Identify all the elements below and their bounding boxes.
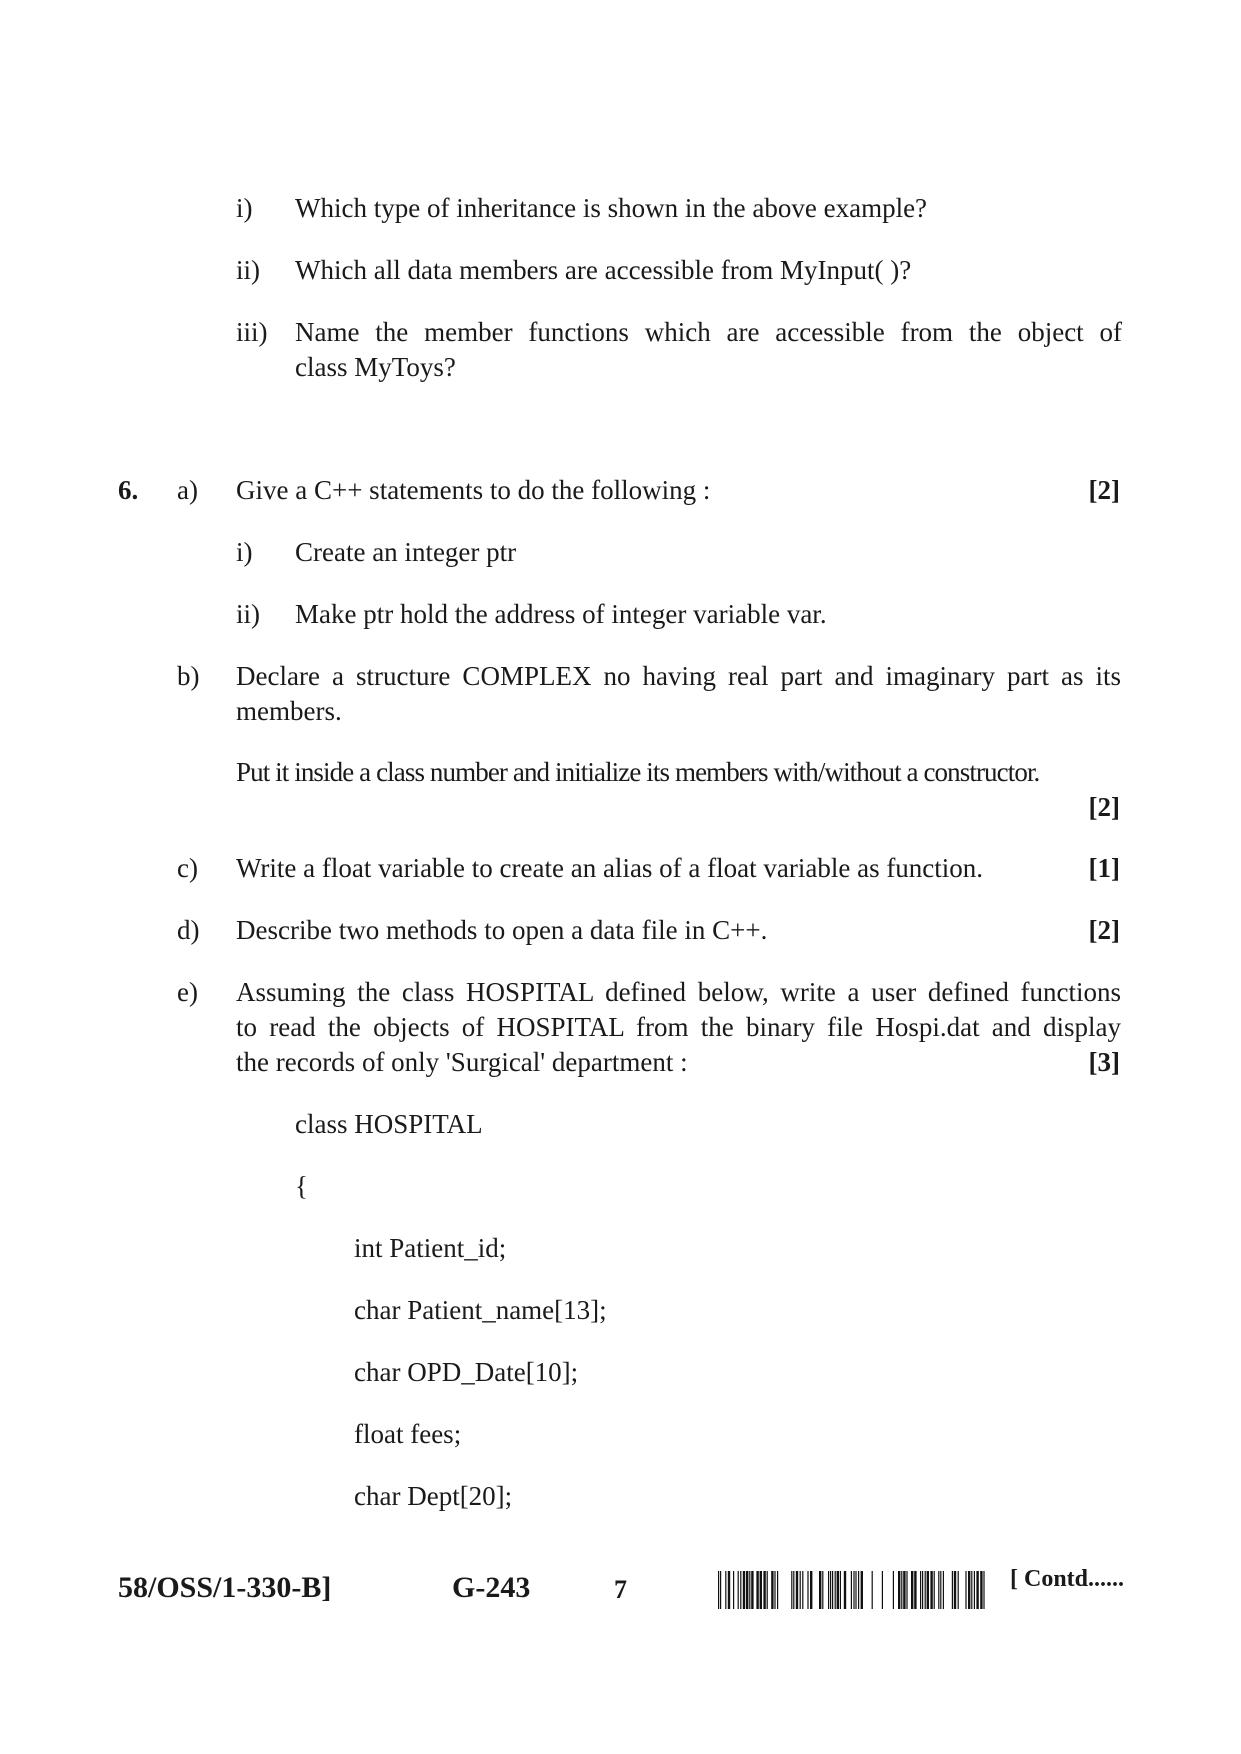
q6b-label: b) [177, 661, 200, 691]
code-class-decl: class HOSPITAL [295, 1109, 483, 1139]
code-member-3: char OPD_Date[10]; [354, 1357, 579, 1387]
footer-paper-code: 58/OSS/1-330-B] [118, 1571, 332, 1604]
q6d-label: d) [177, 915, 200, 945]
code-member-4: float fees; [354, 1419, 462, 1449]
q6e-line2: to read the objects of HOSPITAL from the binary file Hospi.dat and display [236, 1012, 1121, 1042]
prev-item-iii-line1: Name the member functions which are accessible from the object of [295, 317, 1122, 347]
q6c-text: Write a float variable to create an alias of a float variable as function. [236, 853, 984, 883]
q6c-marks: [1] [1088, 853, 1120, 883]
q6b-line1: Declare a structure COMPLEX no having real part and imaginary part as its [236, 661, 1121, 691]
prev-item-iii-label: iii) [236, 317, 268, 347]
q6e-marks: [3] [1088, 1047, 1120, 1077]
q6e-line1: Assuming the class HOSPITAL defined below, write a user defined functions [236, 977, 1121, 1007]
code-open-brace: { [295, 1171, 308, 1201]
q6b-marks: [2] [1088, 792, 1120, 822]
footer-series: G-243 [452, 1571, 531, 1604]
barcode-icon [718, 1571, 988, 1609]
prev-item-ii-text: Which all data members are accessible from MyInput( )? [295, 255, 912, 285]
q6a-sub-i-text: Create an integer ptr [295, 537, 517, 567]
q6a-marks: [2] [1088, 475, 1120, 505]
prev-item-ii-label: ii) [236, 255, 260, 285]
question-6-number: 6. [118, 475, 139, 505]
q6d-marks: [2] [1088, 915, 1120, 945]
prev-item-iii-line2: class MyToys? [295, 352, 456, 382]
q6e-line3: the records of only 'Surgical' department : [236, 1047, 688, 1077]
footer-contd: [ Contd...... [1010, 1566, 1125, 1592]
prev-item-i-label: i) [236, 193, 253, 223]
footer-page-number: 7 [614, 1575, 627, 1604]
q6a-sub-i-label: i) [236, 537, 253, 567]
q6a-sub-ii-label: ii) [236, 599, 260, 629]
q6b-line2: members. [236, 696, 342, 726]
q6a-text: Give a C++ statements to do the following : [236, 475, 711, 505]
code-member-5: char Dept[20]; [354, 1481, 513, 1511]
prev-item-i-text: Which type of inheritance is shown in the above example? [295, 193, 928, 223]
code-member-1: int Patient_id; [354, 1233, 507, 1263]
q6d-text: Describe two methods to open a data file in C++. [236, 915, 768, 945]
q6a-sub-ii-text: Make ptr hold the address of integer variable var. [295, 599, 827, 629]
q6e-label: e) [177, 977, 198, 1007]
q6a-label: a) [177, 475, 198, 505]
code-member-2: char Patient_name[13]; [354, 1295, 607, 1325]
q6c-label: c) [177, 853, 198, 883]
q6b-line3: Put it inside a class number and initialize its members with/without a constructor. [236, 757, 1040, 787]
